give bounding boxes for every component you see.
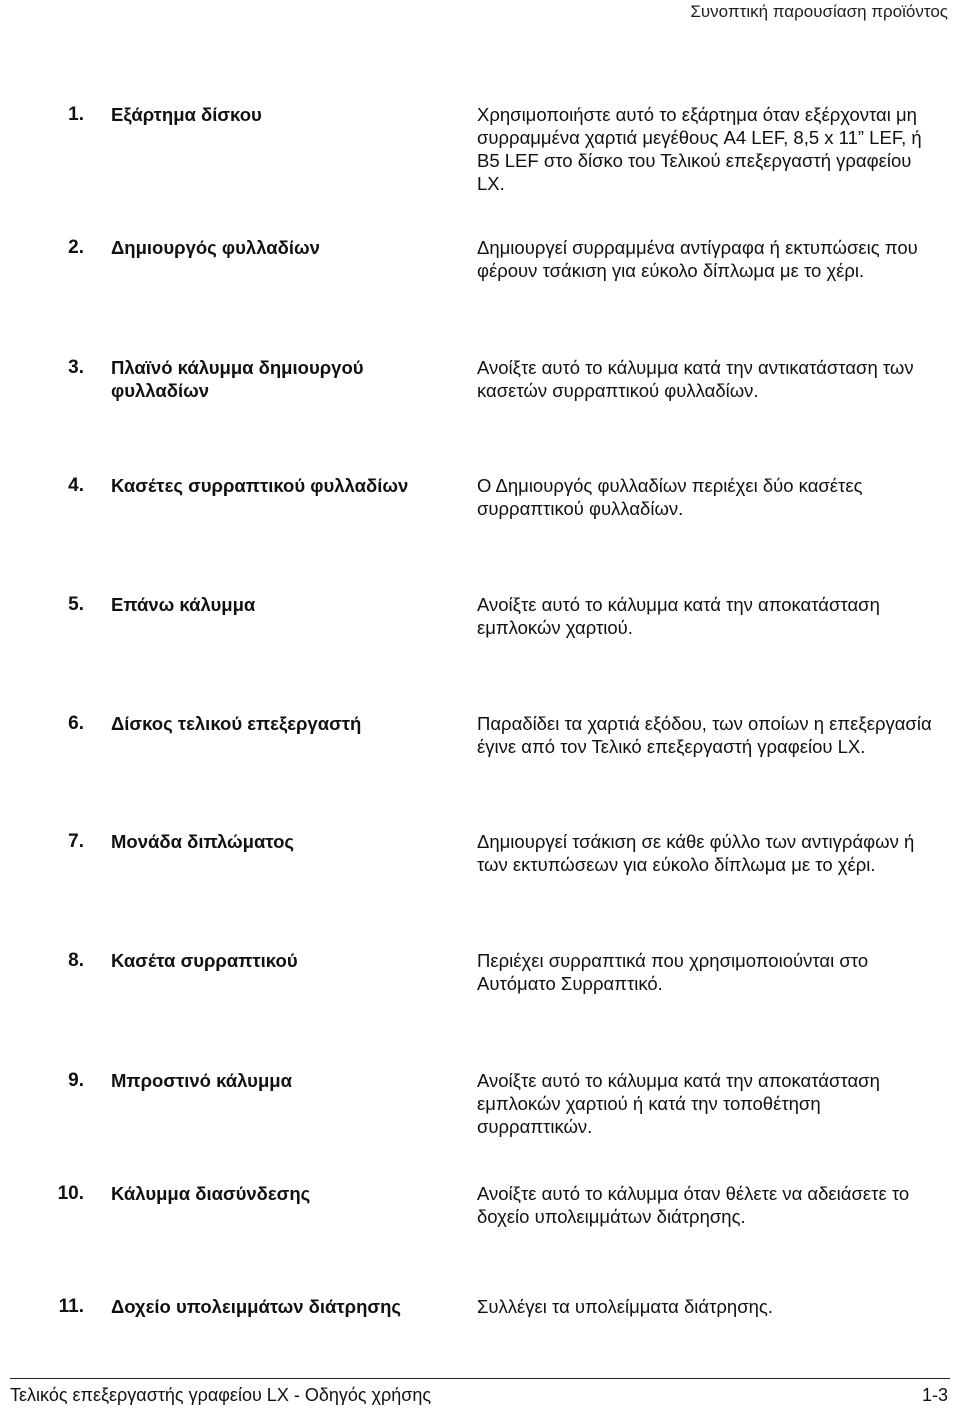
item-description: Δημιουργεί τσάκιση σε κάθε φύλλο των αντιγράφων ή των εκτυπώσεων για εύκολο δίπλωμα με το χέρι.	[477, 831, 915, 875]
item-description: Ανοίξτε αυτό το κάλυμμα κατά την αποκατάσταση εμπλοκών χαρτιού.	[477, 594, 880, 638]
footer-document-title: Τελικός επεξεργαστής γραφείου LX - Οδηγός χρήσης	[10, 1385, 432, 1405]
item-description: Συλλέγει τα υπολείμματα διάτρησης.	[477, 1296, 773, 1317]
item-number: 2.	[68, 237, 84, 258]
item-description: Χρησιμοποιήστε αυτό το εξάρτημα όταν εξέρχονται μη συρραμμένα χαρτιά μεγέθους A4 LEF, 8,5 x 11” LEF, ή B5 LEF στο δίσκο του Τελικού επεξεργαστή γραφείου LX.	[477, 104, 922, 194]
item-name: Κασέτες συρραπτικού φυλλαδίων	[111, 475, 409, 496]
item-description: Παραδίδει τα χαρτιά εξόδου, των οποίων η επεξεργασία έγινε από τον Τελικό επεξεργαστή γραφείου LX.	[477, 713, 932, 757]
item-description: Ο Δημιουργός φυλλαδίων περιέχει δύο κασέτες συρραπτικού φυλλαδίων.	[477, 475, 863, 519]
item-name: Κασέτα συρραπτικού	[111, 950, 298, 971]
item-name: Δοχείο υπολειμμάτων διάτρησης	[111, 1296, 401, 1317]
item-number: 5.	[68, 594, 84, 615]
item-name: Κάλυμμα διασύνδεσης	[111, 1183, 311, 1204]
footer-divider	[10, 1378, 950, 1379]
page-number: 1-3	[921, 1385, 948, 1405]
item-name: Δημιουργός φυλλαδίων	[111, 237, 320, 258]
item-number: 10.	[57, 1183, 84, 1204]
item-number: 1.	[68, 104, 84, 125]
page-header-title: Συνοπτική παρουσίαση προϊόντος	[690, 2, 948, 21]
item-name: Μπροστινό κάλυμμα	[111, 1070, 292, 1091]
item-number: 11.	[58, 1296, 84, 1317]
item-description: Ανοίξτε αυτό το κάλυμμα κατά την αποκατάσταση εμπλοκών χαρτιού ή κατά την τοποθέτηση συρραπτικών.	[477, 1070, 880, 1137]
item-number: 9.	[68, 1070, 84, 1091]
item-description: Περιέχει συρραπτικά που χρησιμοποιούνται στο Αυτόματο Συρραπτικό.	[477, 950, 869, 994]
item-number: 8.	[68, 950, 84, 971]
item-number: 7.	[68, 831, 84, 852]
item-name: Μονάδα διπλώματος	[111, 831, 294, 852]
item-number: 6.	[68, 713, 84, 734]
item-description: Ανοίξτε αυτό το κάλυμμα όταν θέλετε να αδειάσετε το δοχείο υπολειμμάτων διάτρησης.	[477, 1183, 910, 1227]
item-name: Εξάρτημα δίσκου	[111, 104, 262, 125]
item-name: Επάνω κάλυμμα	[111, 594, 256, 615]
item-number: 3.	[68, 357, 84, 378]
item-name: Δίσκος τελικού επεξεργαστή	[111, 713, 362, 734]
item-name: Πλαϊνό κάλυμμα δημιουργού φυλλαδίων	[111, 357, 364, 401]
item-description: Ανοίξτε αυτό το κάλυμμα κατά την αντικατάσταση των κασετών συρραπτικού φυλλαδίων.	[477, 357, 914, 401]
item-description: Δημιουργεί συρραμμένα αντίγραφα ή εκτυπώσεις που φέρουν τσάκιση για εύκολο δίπλωμα με το χέρι.	[477, 237, 918, 281]
item-number: 4.	[68, 475, 84, 496]
